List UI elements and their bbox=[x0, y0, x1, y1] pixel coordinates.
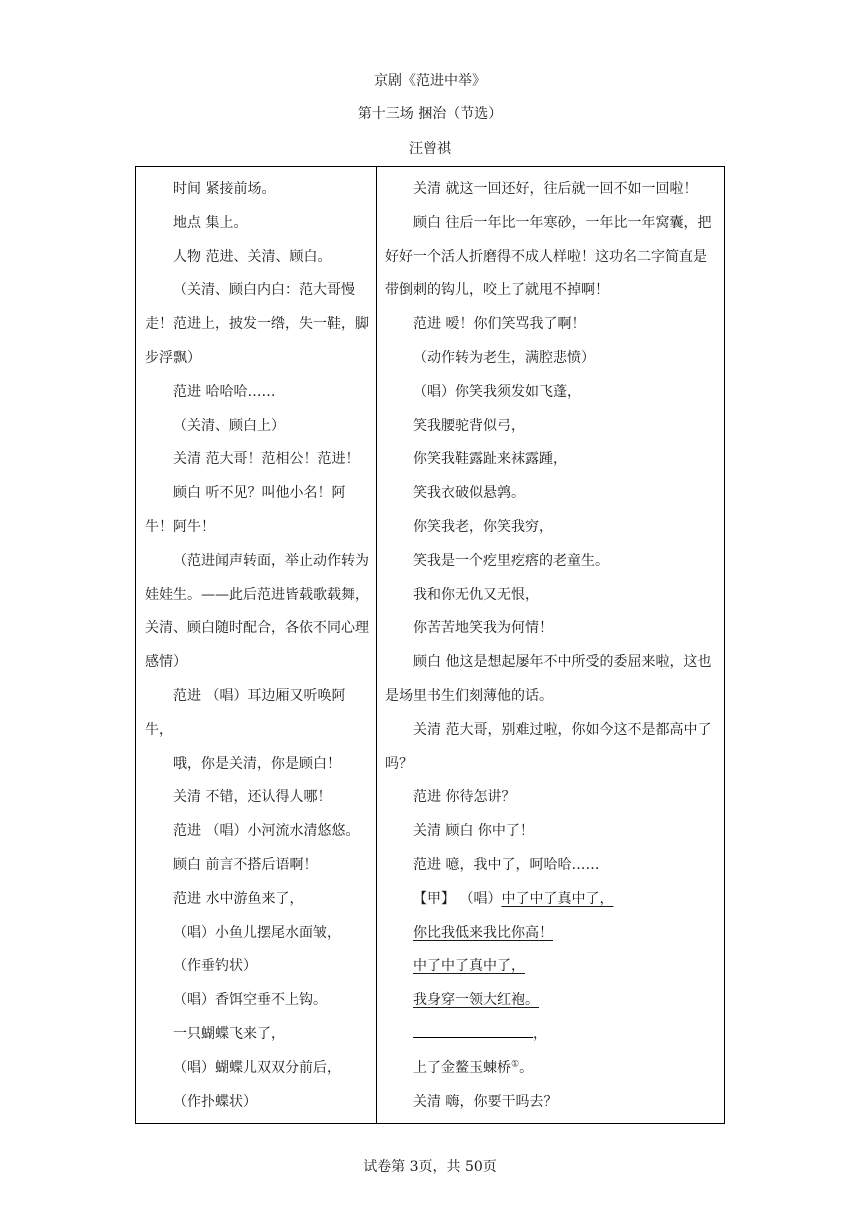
left-line: （关清、顾白内白：范大哥慢走！范进上，披发一绺，失一鞋，脚步浮飘） bbox=[145, 282, 369, 366]
sing-cue: （唱） bbox=[459, 890, 502, 907]
left-line: （唱）香饵空垂不上钩。 bbox=[173, 992, 327, 1009]
left-line: （范进闻声转面，举止动作转为娃娃生。——此后范进皆载歌载舞，关清、顾白随时配合，各依不同心理感情） bbox=[145, 552, 369, 671]
right-line: 关清 范大哥，别难过啦，你如今这不是都高中了吗？ bbox=[385, 721, 712, 772]
text-table bbox=[135, 166, 725, 1124]
left-column bbox=[145, 167, 369, 1119]
right-line: 顾白 往后一年比一年寒砂，一年比一年窝囊，把好好一个活人折磨得不成人样啦！这功名二字简直是带倒刺的钩儿，咬上了就甩不掉啊！ bbox=[385, 214, 712, 299]
left-line: （作扑蝶状） bbox=[173, 1093, 257, 1110]
period: 。 bbox=[519, 1059, 534, 1076]
right-line: 你笑我老，你笑我穷， bbox=[413, 518, 553, 535]
left-line: （唱）蝴蝶儿双双分前后， bbox=[173, 1059, 341, 1076]
scene-subtitle: 第十三场 捆治（节选） bbox=[357, 106, 503, 122]
right-line: 笑我衣破似悬鹑。 bbox=[413, 485, 525, 502]
left-line: （唱）小鱼儿摆尾水面皱， bbox=[173, 924, 341, 941]
left-line: 范进 （唱）小河流水清悠悠。 bbox=[173, 823, 360, 840]
right-column bbox=[385, 167, 719, 1119]
right-line: （唱）你笑我须发如飞蓬， bbox=[413, 383, 581, 400]
left-line: 人物 范进、关清、顾白。 bbox=[173, 248, 332, 265]
left-line: 顾白 听不见？叫他小名！阿牛！阿牛！ bbox=[145, 485, 346, 535]
left-line: （作垂钓状） bbox=[173, 958, 257, 975]
fill-in-blank-line bbox=[385, 1018, 719, 1052]
left-line: 关清 范大哥！范相公！范进！ bbox=[173, 451, 360, 468]
blank-suffix: ， bbox=[533, 1025, 547, 1042]
right-line: 我和你无仇又无恨， bbox=[413, 586, 539, 603]
underlined-verse-line bbox=[385, 950, 719, 984]
right-line bbox=[385, 1052, 719, 1086]
left-line: 一只蝴蝶飞来了， bbox=[173, 1025, 285, 1042]
right-line: 你苦苦地笑我为何情！ bbox=[413, 620, 553, 637]
left-line: 顾白 前言不搭后语啊！ bbox=[173, 856, 318, 873]
page-footer: 试卷第 3页，共 50页 bbox=[363, 1159, 497, 1175]
marked-passage-first-line bbox=[385, 883, 719, 917]
left-line: 哦，你是关清，你是顾白！ bbox=[173, 755, 341, 772]
right-line: 范进 你待怎讲？ bbox=[413, 789, 516, 806]
right-line: 关清 嗨，你要干吗去？ bbox=[413, 1093, 558, 1110]
right-line: 你笑我鞋露趾来袜露踵， bbox=[413, 451, 567, 468]
right-line: 笑我是一个疙里疙瘩的老童生。 bbox=[413, 552, 609, 569]
passage-marker: 【甲】 bbox=[413, 890, 455, 907]
underlined-verse-line bbox=[385, 984, 719, 1018]
right-line: 顾白 他这是想起屡年不中所受的委屈来啦，这也是场里书生们刻薄他的话。 bbox=[385, 654, 712, 704]
left-line: 范进 （唱）耳边厢又听唤阿牛， bbox=[145, 687, 346, 738]
underlined-verse-line bbox=[385, 917, 719, 951]
right-line: 笑我腰驼背似弓， bbox=[413, 417, 525, 434]
left-line: 关清 不错，还认得人哪！ bbox=[173, 789, 332, 806]
left-line: 范进 水中游鱼来了， bbox=[173, 890, 304, 907]
underlined-verse: 中了中了真中了， bbox=[501, 890, 614, 907]
author-name: 汪曾祺 bbox=[409, 141, 451, 157]
underlined-verse: 你比我低来我比你高！ bbox=[413, 924, 553, 941]
footnote-marker: ① bbox=[511, 1059, 520, 1070]
right-line: 关清 就这一回还好，往后就一回不如一回啦！ bbox=[413, 181, 698, 197]
document-title: 京剧《范进中举》 bbox=[374, 73, 486, 89]
right-line: 范进 噫，我中了，呵哈哈…… bbox=[413, 856, 600, 873]
bridge-text: 上了金鳌玉蝀桥 bbox=[413, 1059, 511, 1076]
right-line: （动作转为老生，满腔悲愤） bbox=[413, 349, 595, 366]
answer-blank bbox=[413, 1023, 533, 1038]
underlined-verse: 中了中了真中了， bbox=[413, 958, 525, 975]
right-line: 关清 顾白 你中了！ bbox=[413, 823, 534, 840]
column-divider bbox=[376, 167, 377, 1123]
underlined-verse: 我身穿一领大红袍。 bbox=[413, 992, 539, 1009]
right-line: 范进 嗳！你们笑骂我了啊！ bbox=[413, 316, 586, 333]
left-line: 时间 紧接前场。 bbox=[173, 181, 276, 197]
left-line: 范进 哈哈哈…… bbox=[173, 383, 276, 400]
left-line: 地点 集上。 bbox=[173, 214, 248, 231]
left-line: （关清、顾白上） bbox=[173, 417, 285, 434]
